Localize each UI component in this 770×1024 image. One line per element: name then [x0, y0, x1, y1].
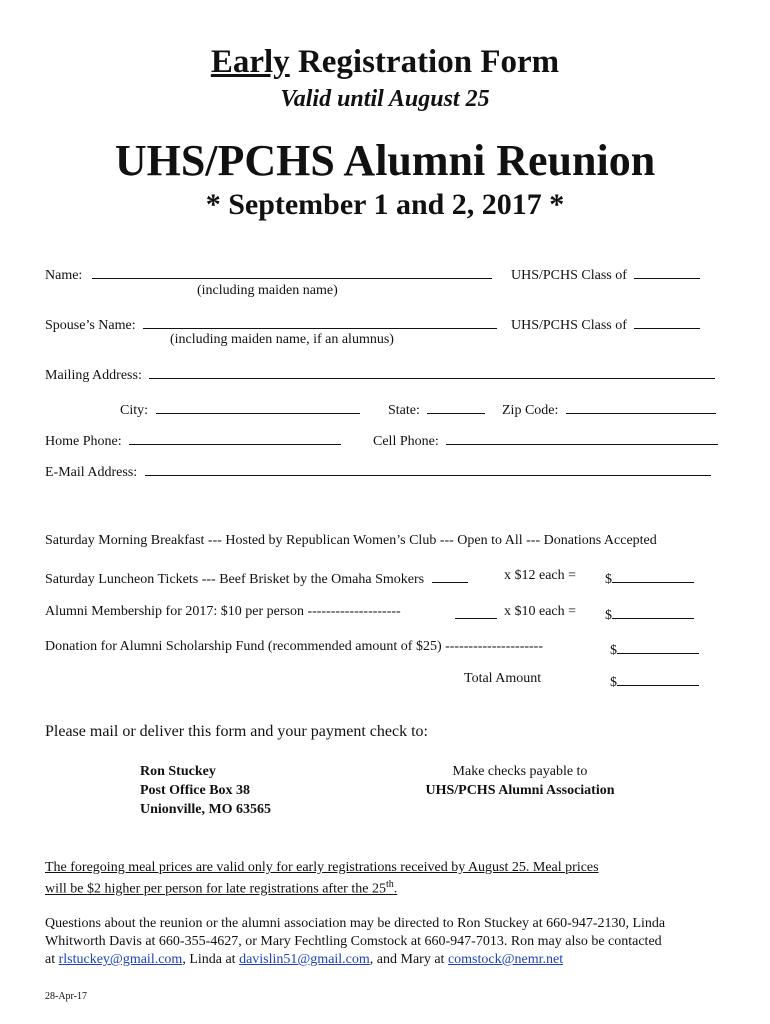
luncheon-qty-line[interactable]	[432, 568, 468, 583]
email-link-mary[interactable]: comstock@nemr.net	[447, 952, 564, 967]
home-phone-field	[45, 430, 341, 450]
name-hint: (including maiden name)	[197, 283, 338, 298]
class-label-1: UHS/PCHS Class of	[511, 268, 627, 283]
membership-dollar: $	[605, 608, 612, 623]
donation-dollar: $	[610, 643, 617, 658]
payable-line2: UHS/PCHS Alumni Association	[425, 783, 615, 798]
donation-label: Donation for Alumni Scholarship Fund (recommended amount of $25) ---------------------	[45, 639, 544, 654]
cell-phone-input-line[interactable]	[446, 430, 718, 445]
spouse-field	[45, 314, 497, 334]
membership-label: Alumni Membership for 2017: $10 per person --------------------	[45, 604, 401, 619]
city-label: City:	[120, 403, 149, 418]
breakfast-line: Saturday Morning Breakfast --- Hosted by Republican Women’s Club --- Open to All --- Donations Accepted	[45, 533, 657, 548]
mail-name: Ron Stuckey	[140, 764, 216, 779]
cell-phone-label: Cell Phone:	[373, 434, 439, 449]
contacts-line1: Questions about the reunion or the alumni association may be directed to Ron Stuckey at 660-947-2130, Linda	[45, 916, 666, 931]
mail-city: Unionville, MO 63565	[140, 802, 272, 817]
cell-phone-field	[373, 430, 718, 450]
email-input-line[interactable]	[145, 461, 711, 476]
membership-total	[605, 604, 694, 624]
total-amount	[610, 671, 699, 691]
email-label: E-Mail Address:	[45, 465, 138, 480]
mailing-label: Mailing Address:	[45, 368, 142, 383]
mail-po-box: Post Office Box 38	[140, 783, 251, 798]
luncheon-label: Saturday Luncheon Tickets --- Beef Brisket by the Omaha Smokers	[45, 572, 425, 587]
notice-line2-end: .	[393, 881, 398, 897]
title-early: Early	[210, 44, 290, 80]
total-label: Total Amount	[464, 671, 542, 686]
mail-instruction: Please mail or deliver this form and your payment check to:	[45, 723, 428, 740]
city-field	[120, 399, 360, 419]
mailing-field	[45, 364, 715, 384]
spouse-label: Spouse’s Name:	[45, 318, 136, 333]
mailing-input-line[interactable]	[149, 364, 715, 379]
luncheon-dollar: $	[605, 572, 612, 587]
email-field	[45, 461, 711, 481]
donation-total	[610, 639, 699, 659]
title-rest: Registration Form	[289, 44, 560, 80]
zip-input-line[interactable]	[566, 399, 716, 414]
valid-until: Valid until August 25	[280, 86, 490, 112]
footer-date: 28-Apr-17	[45, 991, 88, 1002]
payable-line1: Make checks payable to	[452, 764, 588, 779]
class-input-line-1[interactable]	[634, 264, 700, 279]
luncheon-total	[605, 568, 694, 588]
contacts-line2: Whitworth Davis at 660-355-4627, or Mary Fechtling Comstock at 660-947-7013. Ron may also be contacted	[45, 934, 662, 949]
name-field	[45, 264, 492, 284]
luncheon-line	[45, 568, 468, 588]
luncheon-amount-line[interactable]	[612, 568, 694, 583]
notice-line2-text: will be $2 higher per person for late registrations after the 25	[45, 881, 386, 897]
spouse-input-line[interactable]	[143, 314, 497, 329]
notice-line2-sup: th	[385, 879, 394, 890]
total-amount-line[interactable]	[617, 671, 699, 686]
state-input-line[interactable]	[427, 399, 485, 414]
notice-line2	[45, 879, 397, 898]
membership-price: x $10 each =	[504, 604, 577, 619]
contacts-line3-b: , Linda at	[182, 952, 240, 967]
class-label-2: UHS/PCHS Class of	[511, 318, 627, 333]
email-link-ron[interactable]: rlstuckey@gmail.com	[58, 952, 183, 967]
contacts-line3-a: at	[45, 952, 59, 967]
state-label: State:	[388, 403, 420, 418]
zip-label: Zip Code:	[502, 403, 559, 418]
membership-qty-line[interactable]	[455, 604, 497, 619]
membership-amount-line[interactable]	[612, 604, 694, 619]
email-link-linda[interactable]: davislin51@gmail.com	[239, 952, 370, 967]
zip-field	[502, 399, 716, 419]
class-field-2	[511, 314, 700, 334]
contacts-line3-c: , and Mary at	[369, 952, 448, 967]
notice-line1: The foregoing meal prices are valid only for early registrations received by August 25. Meal prices	[45, 860, 599, 875]
class-field-1	[511, 264, 700, 284]
event-title: UHS/PCHS Alumni Reunion	[114, 136, 656, 185]
contacts-line3	[45, 952, 563, 968]
membership-qty	[455, 604, 497, 624]
city-input-line[interactable]	[156, 399, 360, 414]
home-phone-label: Home Phone:	[45, 434, 122, 449]
form-title	[0, 44, 770, 81]
state-field	[388, 399, 485, 419]
total-dollar: $	[610, 675, 617, 690]
name-label: Name:	[45, 268, 83, 283]
name-input-line[interactable]	[92, 264, 492, 279]
class-input-line-2[interactable]	[634, 314, 700, 329]
spouse-hint: (including maiden name, if an alumnus)	[170, 332, 394, 347]
home-phone-input-line[interactable]	[129, 430, 341, 445]
event-date: * September 1 and 2, 2017 *	[205, 188, 565, 221]
luncheon-price: x $12 each =	[504, 568, 577, 583]
donation-amount-line[interactable]	[617, 639, 699, 654]
